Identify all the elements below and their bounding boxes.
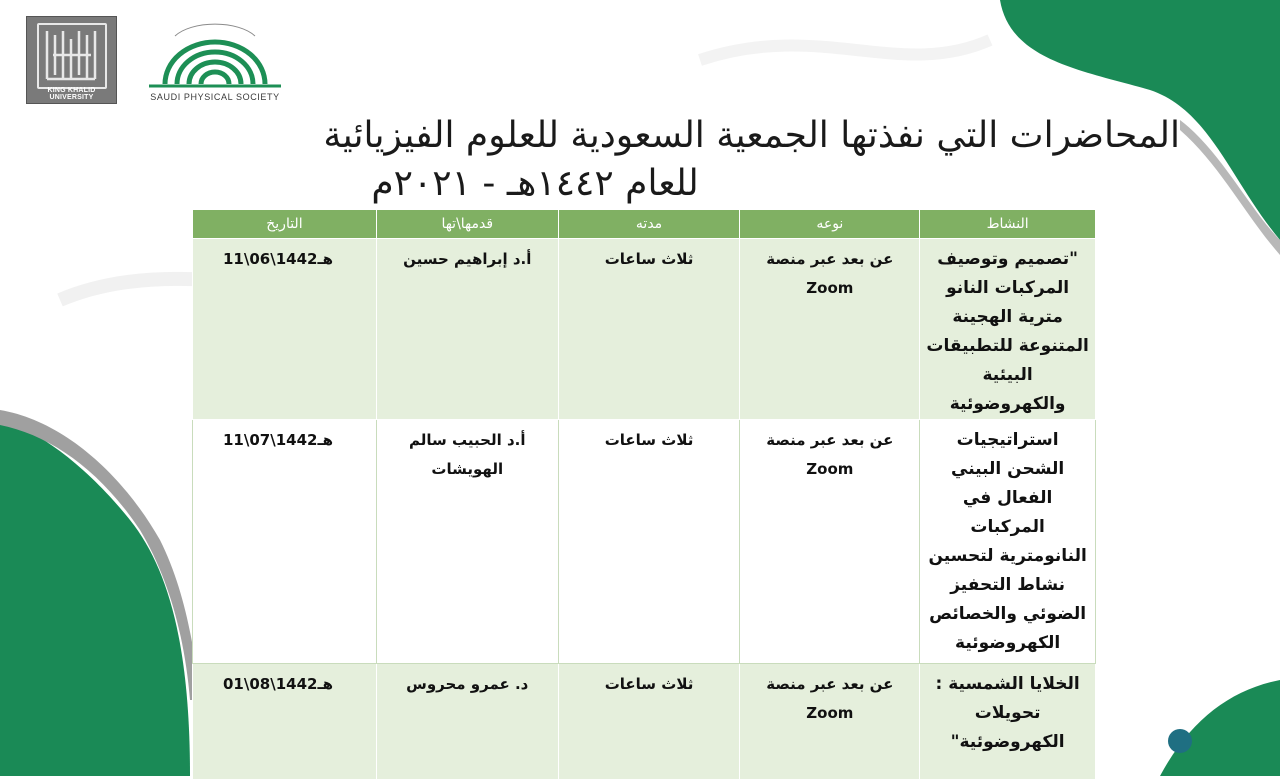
table-row: [193, 664, 1096, 780]
kku-emblem-icon: [37, 23, 107, 89]
table-row: [193, 239, 1096, 420]
header-presenter: قدمها\تها: [376, 210, 558, 239]
cell-date: 11\06\1442هـ: [193, 239, 377, 420]
type-line-1: عن بعد عبر منصة: [766, 250, 894, 268]
cell-duration: ثلاث ساعات: [558, 420, 740, 664]
type-line-1: عن بعد عبر منصة: [766, 675, 894, 693]
cell-date: 01\08\1442هـ: [193, 664, 377, 780]
cell-date: 11\07\1442هـ: [193, 420, 377, 664]
type-line-2: Zoom: [806, 704, 854, 722]
page-title: [100, 112, 1180, 208]
sps-emblem-icon: [145, 18, 285, 90]
table-header-row: [193, 210, 1096, 239]
header-type: نوعه: [740, 210, 920, 239]
lectures-table: [192, 209, 1096, 780]
kku-logo: [26, 16, 117, 104]
header-activity: النشاط: [920, 210, 1096, 239]
type-line-2: Zoom: [806, 279, 854, 297]
cell-type: [740, 664, 920, 780]
cell-type: [740, 239, 920, 420]
sps-logo: [145, 18, 285, 104]
cell-activity: الخلايا الشمسية : تحويلات الكهروضوئية": [920, 664, 1096, 780]
title-line-2: للعام ١٤٤٢هـ - ٢٠٢١م: [371, 163, 699, 204]
cell-activity: "تصميم وتوصيف المركبات النانو مترية الهجينة المتنوعة للتطبيقات البيئية والكهروضوئية: [920, 239, 1096, 420]
kku-caption: KING KHALID UNIVERSITY: [47, 87, 96, 101]
cell-duration: ثلاث ساعات: [558, 239, 740, 420]
type-line-2: Zoom: [806, 460, 854, 478]
header-duration: مدته: [558, 210, 740, 239]
cell-presenter: د. عمرو محروس: [376, 664, 558, 780]
cell-activity: استراتيجيات الشحن البيني الفعال في المركبات النانومترية لتحسين نشاط التحفيز الضوئي والخصائص الكهروضوئية: [920, 420, 1096, 664]
cell-presenter: أ.د إبراهيم حسين: [376, 239, 558, 420]
cell-duration: ثلاث ساعات: [558, 664, 740, 780]
sps-caption: SAUDI PHYSICAL SOCIETY: [150, 92, 280, 102]
type-line-1: عن بعد عبر منصة: [766, 431, 894, 449]
cell-type: [740, 420, 920, 664]
header-date: التاريخ: [193, 210, 377, 239]
title-line-1: المحاضرات التي نفذتها الجمعية السعودية للعلوم الفيزيائية: [323, 115, 1180, 156]
table-row: [193, 420, 1096, 664]
cell-presenter: أ.د الحبيب سالم الهويشات: [376, 420, 558, 664]
